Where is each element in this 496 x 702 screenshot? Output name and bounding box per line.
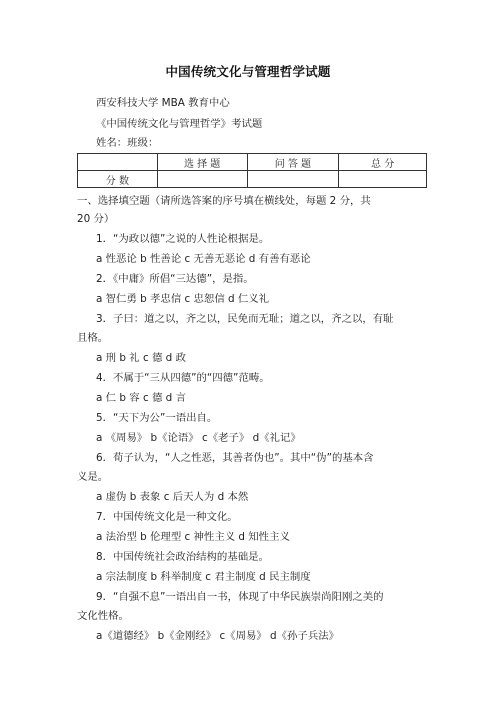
score-cell (247, 171, 339, 188)
question-1-options: a 性恶论 b 性善论 c 无善无恶论 d 有善有恶论 (96, 253, 311, 265)
question-2-options: a 智仁勇 b 孝忠信 c 忠恕信 d 仁义礼 (96, 293, 270, 305)
question-9-options: a《道德经》 b《金刚经》 c《周易》 d《孙子兵法》 (96, 630, 339, 642)
question-6: 6．荀子认为，“人之性恶，其善者伪也”。其中“伪”的基本含 (96, 452, 374, 464)
score-cell (157, 171, 247, 188)
score-cell (339, 171, 427, 188)
score-header-qa: 问 答 题 (247, 154, 339, 171)
score-cell (78, 154, 158, 171)
question-2: 2．《中庸》所倡“三达德”，是指。 (96, 273, 254, 285)
question-6-options: a 虚伪 b 表象 c 后天人为 d 本然 (96, 491, 249, 503)
question-3-cont: 且格。 (77, 332, 109, 344)
score-table-score-row (78, 171, 427, 188)
question-8-options: a 宗法制度 b 科举制度 c 君主制度 d 民主制度 (96, 571, 311, 583)
question-5: 5．“天下为公”一语出自。 (96, 412, 218, 424)
question-9: 9．“自强不息”一语出自一书，体现了中华民族崇尚阳刚之美的 (96, 591, 384, 603)
question-4: 4．不属于“三从四德”的“四德”范畴。 (96, 372, 270, 384)
score-table (77, 153, 427, 188)
section1-instruction: 一、选择填空题（请所选答案的序号填在横线处，每题 2 分，共 (77, 195, 371, 207)
score-table-header-row (78, 154, 427, 171)
score-header-total: 总 分 (339, 154, 427, 171)
score-header-choice: 选 择 题 (157, 154, 247, 171)
question-7: 7．中国传统文化是一种文化。 (96, 511, 238, 523)
score-row-label: 分 数 (78, 171, 158, 188)
question-9-cont: 文化性格。 (77, 610, 129, 622)
question-3: 3．子曰：道之以，齐之以，民免而无耻；道之以，齐之以，有耻 (96, 313, 394, 325)
section1-instruction-cont: 20 分） (77, 213, 115, 225)
course-line: 《中国传统文化与管理哲学》考试题 (96, 118, 263, 130)
question-3-options: a 刑 b 礼 c 德 d 政 (96, 352, 186, 364)
page-title: 中国传统文化与管理哲学试题 (165, 64, 331, 79)
question-1: 1．“为政以德”之说的人性论根据是。 (96, 233, 270, 245)
question-5-options: a 《周易》 b《论语》 c《老子》 d《礼记》 (96, 432, 301, 444)
question-7-options: a 法治型 b 伦理型 c 神性主义 d 知性主义 (96, 531, 290, 543)
question-8: 8．中国传统社会政治结构的基础是。 (96, 551, 269, 563)
school-line: 西安科技大学 MBA 教育中心 (96, 97, 230, 109)
name-class-line: 姓名：班级： (96, 137, 159, 149)
question-4-options: a 仁 b 容 c 德 d 言 (96, 392, 186, 404)
question-6-cont: 义是。 (77, 471, 109, 483)
